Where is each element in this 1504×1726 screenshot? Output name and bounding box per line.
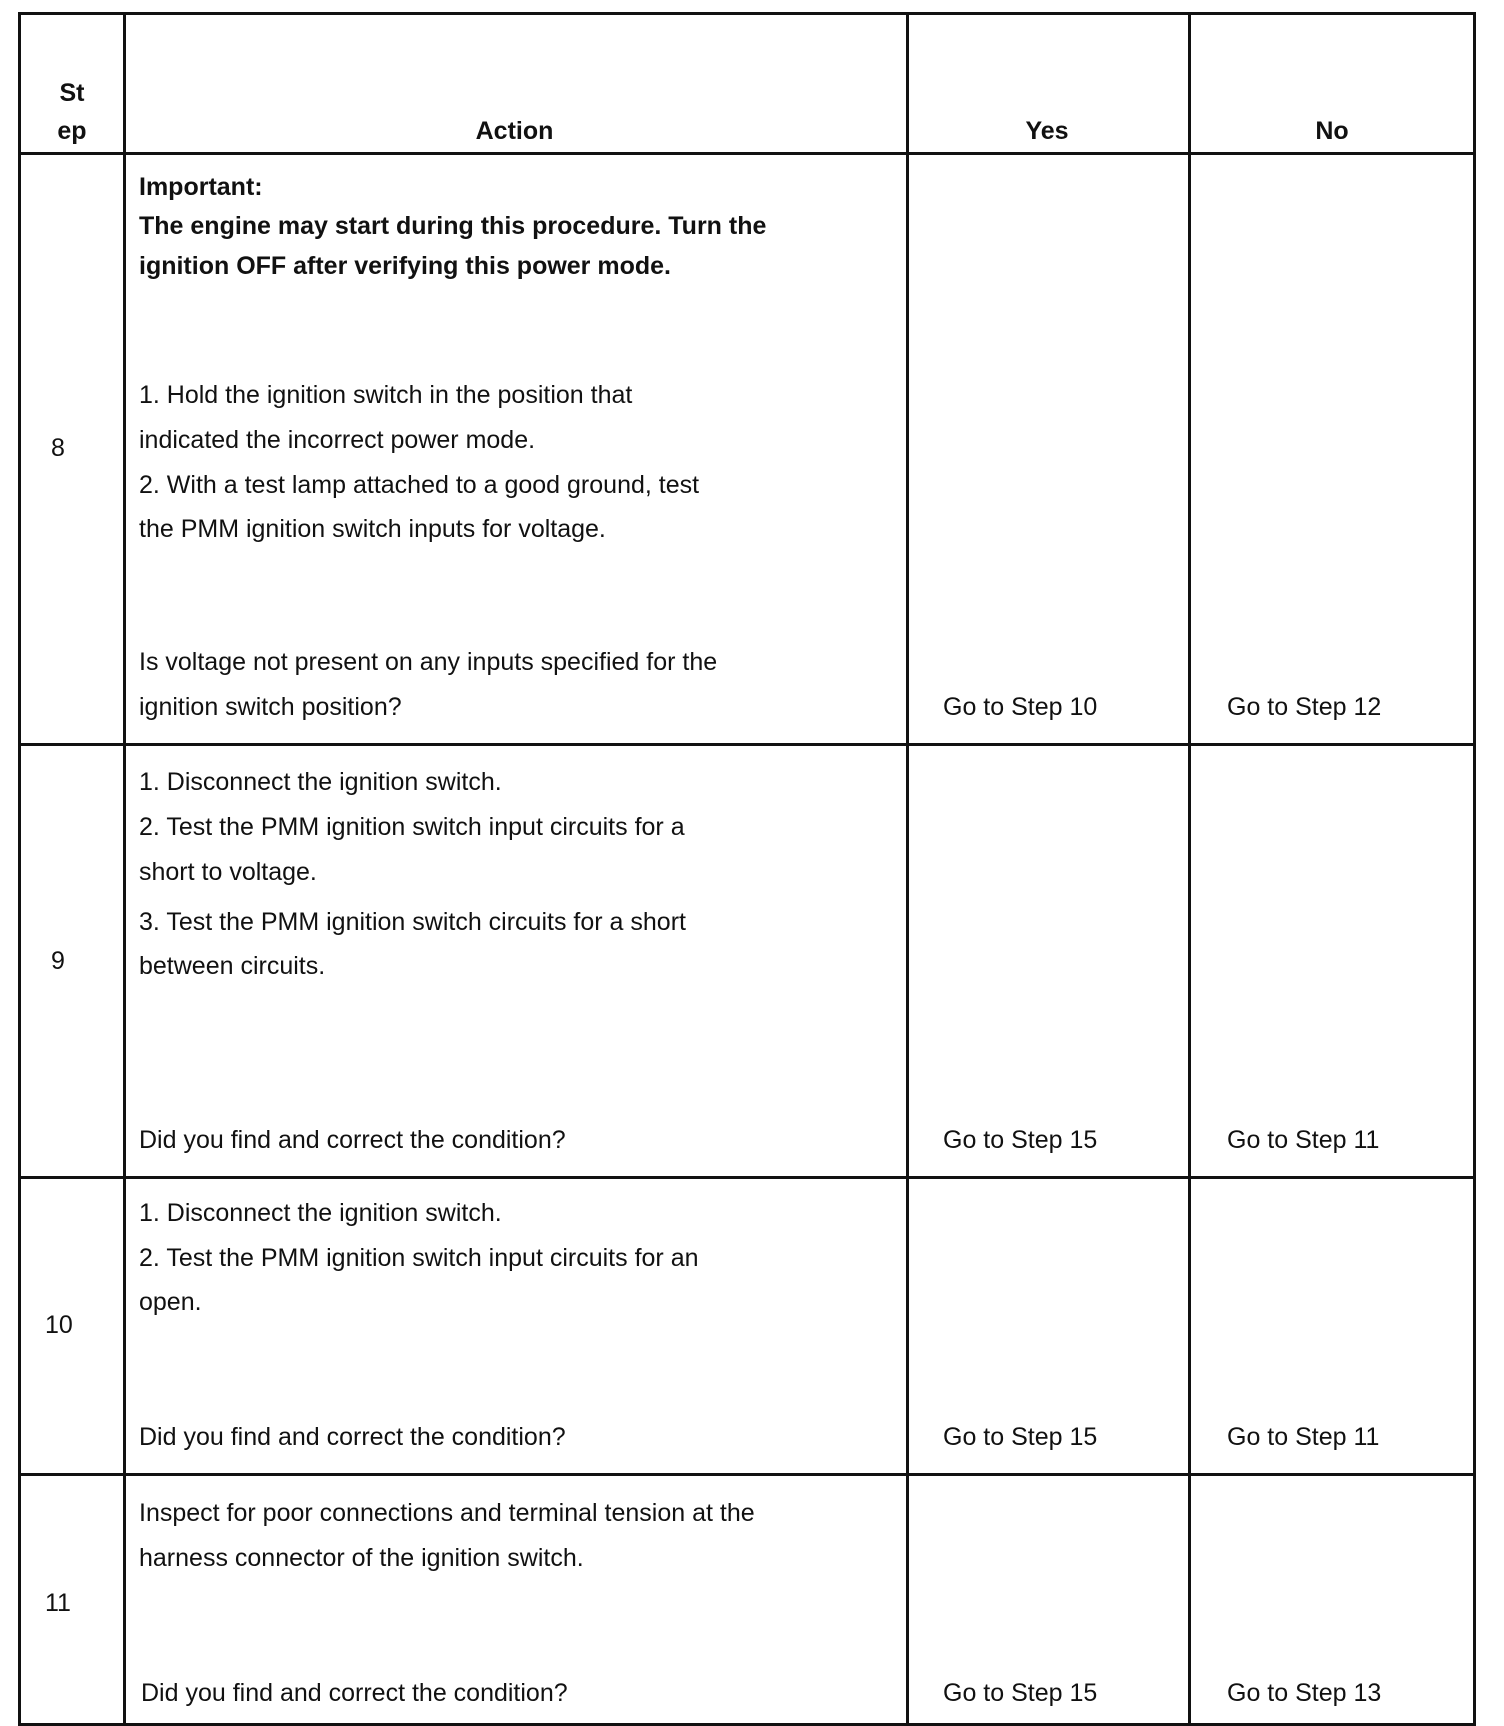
header-step-line1: St [59, 79, 85, 107]
no-cell: Go to Step 11 [1227, 1423, 1380, 1451]
row-divider [21, 1176, 1473, 1179]
instruction-line: open. [139, 1288, 202, 1316]
question-line: Did you find and correct the condition? [139, 1423, 566, 1451]
step-number: 9 [51, 947, 65, 975]
column-divider [906, 15, 909, 1723]
question-line: Is voltage not present on any inputs specified for the [139, 648, 718, 676]
instruction-line: the PMM ignition switch inputs for voltage. [139, 515, 606, 543]
no-cell: Go to Step 11 [1227, 1126, 1380, 1154]
instruction-line: Inspect for poor connections and terminal tension at the [139, 1499, 755, 1527]
header-no: No [1315, 117, 1349, 145]
diagnostic-table [18, 12, 1476, 1726]
important-text: ignition OFF after verifying this power mode. [139, 252, 671, 280]
instruction-line: 1. Hold the ignition switch in the position that [139, 381, 633, 409]
instruction-line: short to voltage. [139, 858, 317, 886]
column-divider [1188, 15, 1191, 1723]
instruction-line: 1. Disconnect the ignition switch. [139, 1199, 502, 1227]
step-number: 11 [45, 1589, 71, 1617]
important-text: The engine may start during this procedure. Turn the [139, 212, 767, 240]
no-cell: Go to Step 13 [1227, 1679, 1382, 1707]
instruction-line: 2. Test the PMM ignition switch input circuits for an [139, 1244, 699, 1272]
step-number: 8 [51, 434, 65, 462]
instruction-line: 1. Disconnect the ignition switch. [139, 768, 502, 796]
header-yes: Yes [1025, 117, 1069, 145]
no-cell: Go to Step 12 [1227, 693, 1382, 721]
yes-cell: Go to Step 10 [943, 693, 1098, 721]
question-line: Did you find and correct the condition? [141, 1679, 568, 1707]
yes-cell: Go to Step 15 [943, 1679, 1098, 1707]
row-divider [21, 743, 1473, 746]
yes-cell: Go to Step 15 [943, 1423, 1098, 1451]
instruction-line: 2. Test the PMM ignition switch input circuits for a [139, 813, 685, 841]
instruction-line: between circuits. [139, 952, 326, 980]
instruction-line: 2. With a test lamp attached to a good ground, test [139, 471, 700, 499]
header-action: Action [475, 117, 554, 145]
question-line: ignition switch position? [139, 693, 402, 721]
important-label: Important: [139, 173, 263, 201]
instruction-line: 3. Test the PMM ignition switch circuits for a short [139, 908, 686, 936]
row-divider [21, 1473, 1473, 1476]
yes-cell: Go to Step 15 [943, 1126, 1098, 1154]
instruction-line: harness connector of the ignition switch. [139, 1544, 584, 1572]
header-step-line2: ep [57, 117, 87, 145]
step-number: 10 [45, 1311, 73, 1339]
question-line: Did you find and correct the condition? [139, 1126, 566, 1154]
instruction-line: indicated the incorrect power mode. [139, 426, 536, 454]
column-divider [123, 15, 126, 1723]
